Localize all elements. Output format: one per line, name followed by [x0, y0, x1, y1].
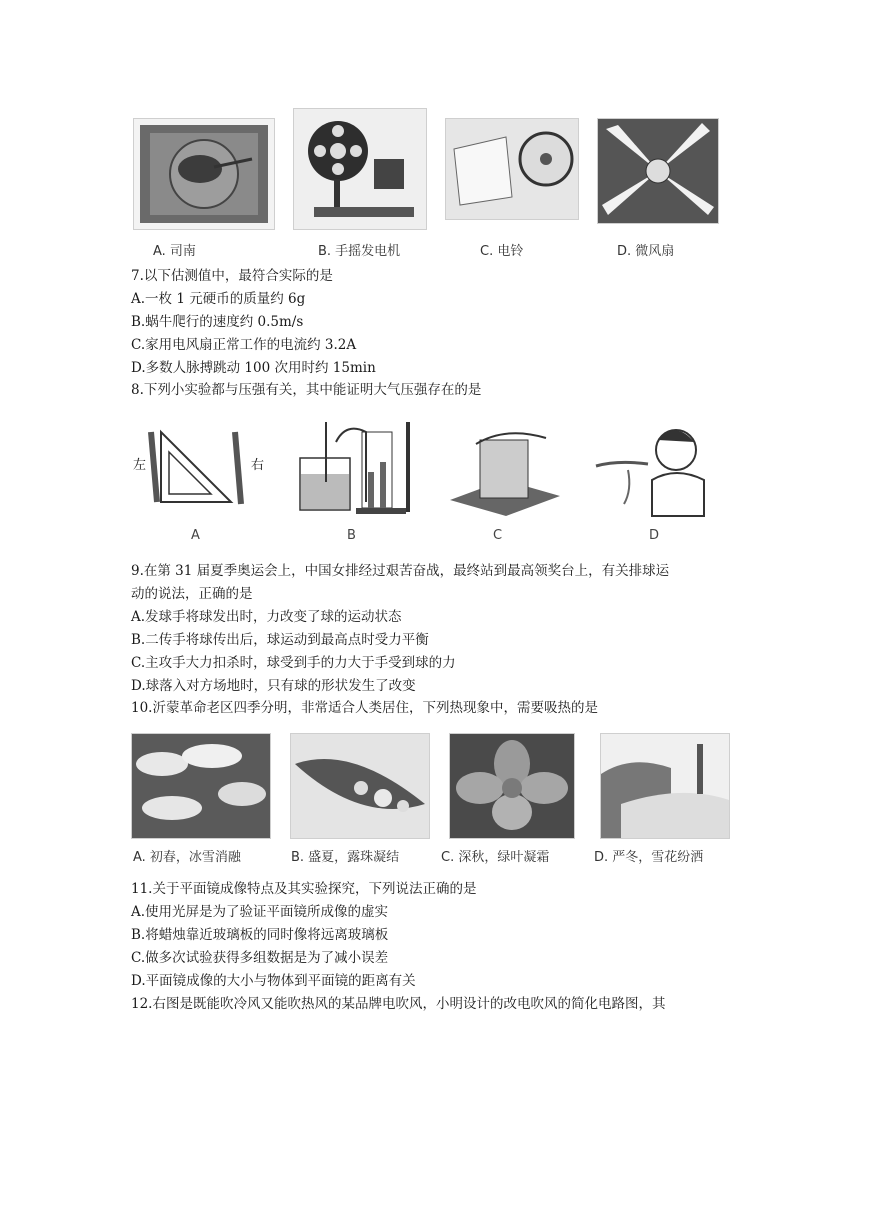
caption-a-sinan: A. 司南 [153, 244, 196, 259]
q11-option-c: C.做多次试验获得多组数据是为了减小误差 [131, 950, 389, 966]
hand-generator-photo [293, 108, 427, 230]
q7-stem: 7.以下估测值中，最符合实际的是 [131, 268, 333, 284]
frost-leaves-photo [449, 733, 575, 839]
figure-text-left: 左 [133, 458, 147, 473]
caption-b-dew: B. 盛夏，露珠凝结 [291, 850, 400, 865]
q10-stem: 10.沂蒙革命老区四季分明，非常适合人类居住，下列热现象中，需要吸热的是 [131, 700, 598, 716]
snowfall-photo [600, 733, 730, 839]
compass-sinan-photo [133, 118, 275, 230]
q9-stem-line1: 9.在第 31 届夏季奥运会上，中国女排经过艰苦奋战，最终站到最高领奖台上，有关排球运 [131, 563, 670, 579]
q7-option-d: D.多数人脉搏跳动 100 次用时约 15min [131, 360, 376, 376]
q8-stem: 8.下列小实验都与压强有关，其中能证明大气压强存在的是 [131, 382, 482, 398]
micro-fan-photo [597, 118, 719, 224]
caption-c-frost: C. 深秋，绿叶凝霜 [441, 850, 550, 865]
caption-c-bell: C. 电铃 [480, 244, 524, 259]
boy-blowing-paper-figure [588, 420, 718, 520]
figure-text-right: 右 [251, 458, 265, 473]
dew-drops-photo [290, 733, 430, 839]
q11-option-a: A.使用光屏是为了验证平面镜所成像的虚实 [131, 904, 389, 920]
melting-snow-photo [131, 733, 271, 839]
q7-option-a: A.一枚 1 元硬币的质量约 6g [131, 291, 306, 307]
q11-option-b: B.将蜡烛靠近玻璃板的同时像将远离玻璃板 [131, 927, 389, 943]
q11-stem: 11.关于平面镜成像特点及其实验探究，下列说法正确的是 [131, 881, 477, 897]
q8-figure-letter-c: C [493, 528, 503, 543]
q11-option-d: D.平面镜成像的大小与物体到平面镜的距离有关 [131, 973, 416, 989]
caption-d-fan: D. 微风扇 [617, 244, 675, 259]
q9-option-b: B.二传手将球传出后，球运动到最高点时受力平衡 [131, 632, 429, 648]
q9-stem-line2: 动的说法，正确的是 [131, 586, 253, 602]
q9-option-a: A.发球手将球发出时，力改变了球的运动状态 [131, 609, 402, 625]
cup-paper-experiment-figure [446, 420, 564, 520]
u-tube-pressure-figure [286, 412, 436, 520]
caption-a-melting: A. 初春，冰雪消融 [133, 850, 241, 865]
q8-figure-letter-b: B [347, 528, 356, 543]
q12-stem: 12.右图是既能吹冷风又能吹热风的某品牌电吹风，小明设计的改电吹风的简化电路图，其 [131, 996, 666, 1012]
q7-option-b: B.蜗牛爬行的速度约 0.5m/s [131, 314, 304, 330]
q7-option-c: C.家用电风扇正常工作的电流约 3.2A [131, 337, 357, 353]
caption-b-generator: B. 手摇发电机 [318, 244, 401, 259]
q8-figure-letter-d: D [649, 528, 660, 543]
set-square-experiment-figure [131, 412, 271, 512]
q9-option-c: C.主攻手大力扣杀时，球受到手的力大于手受到球的力 [131, 655, 456, 671]
caption-d-snow: D. 严冬，雪花纷洒 [594, 850, 704, 865]
q9-option-d: D.球落入对方场地时，只有球的形状发生了改变 [131, 678, 416, 694]
electric-bell-photo [445, 118, 579, 220]
q8-figure-letter-a: A [191, 528, 200, 543]
